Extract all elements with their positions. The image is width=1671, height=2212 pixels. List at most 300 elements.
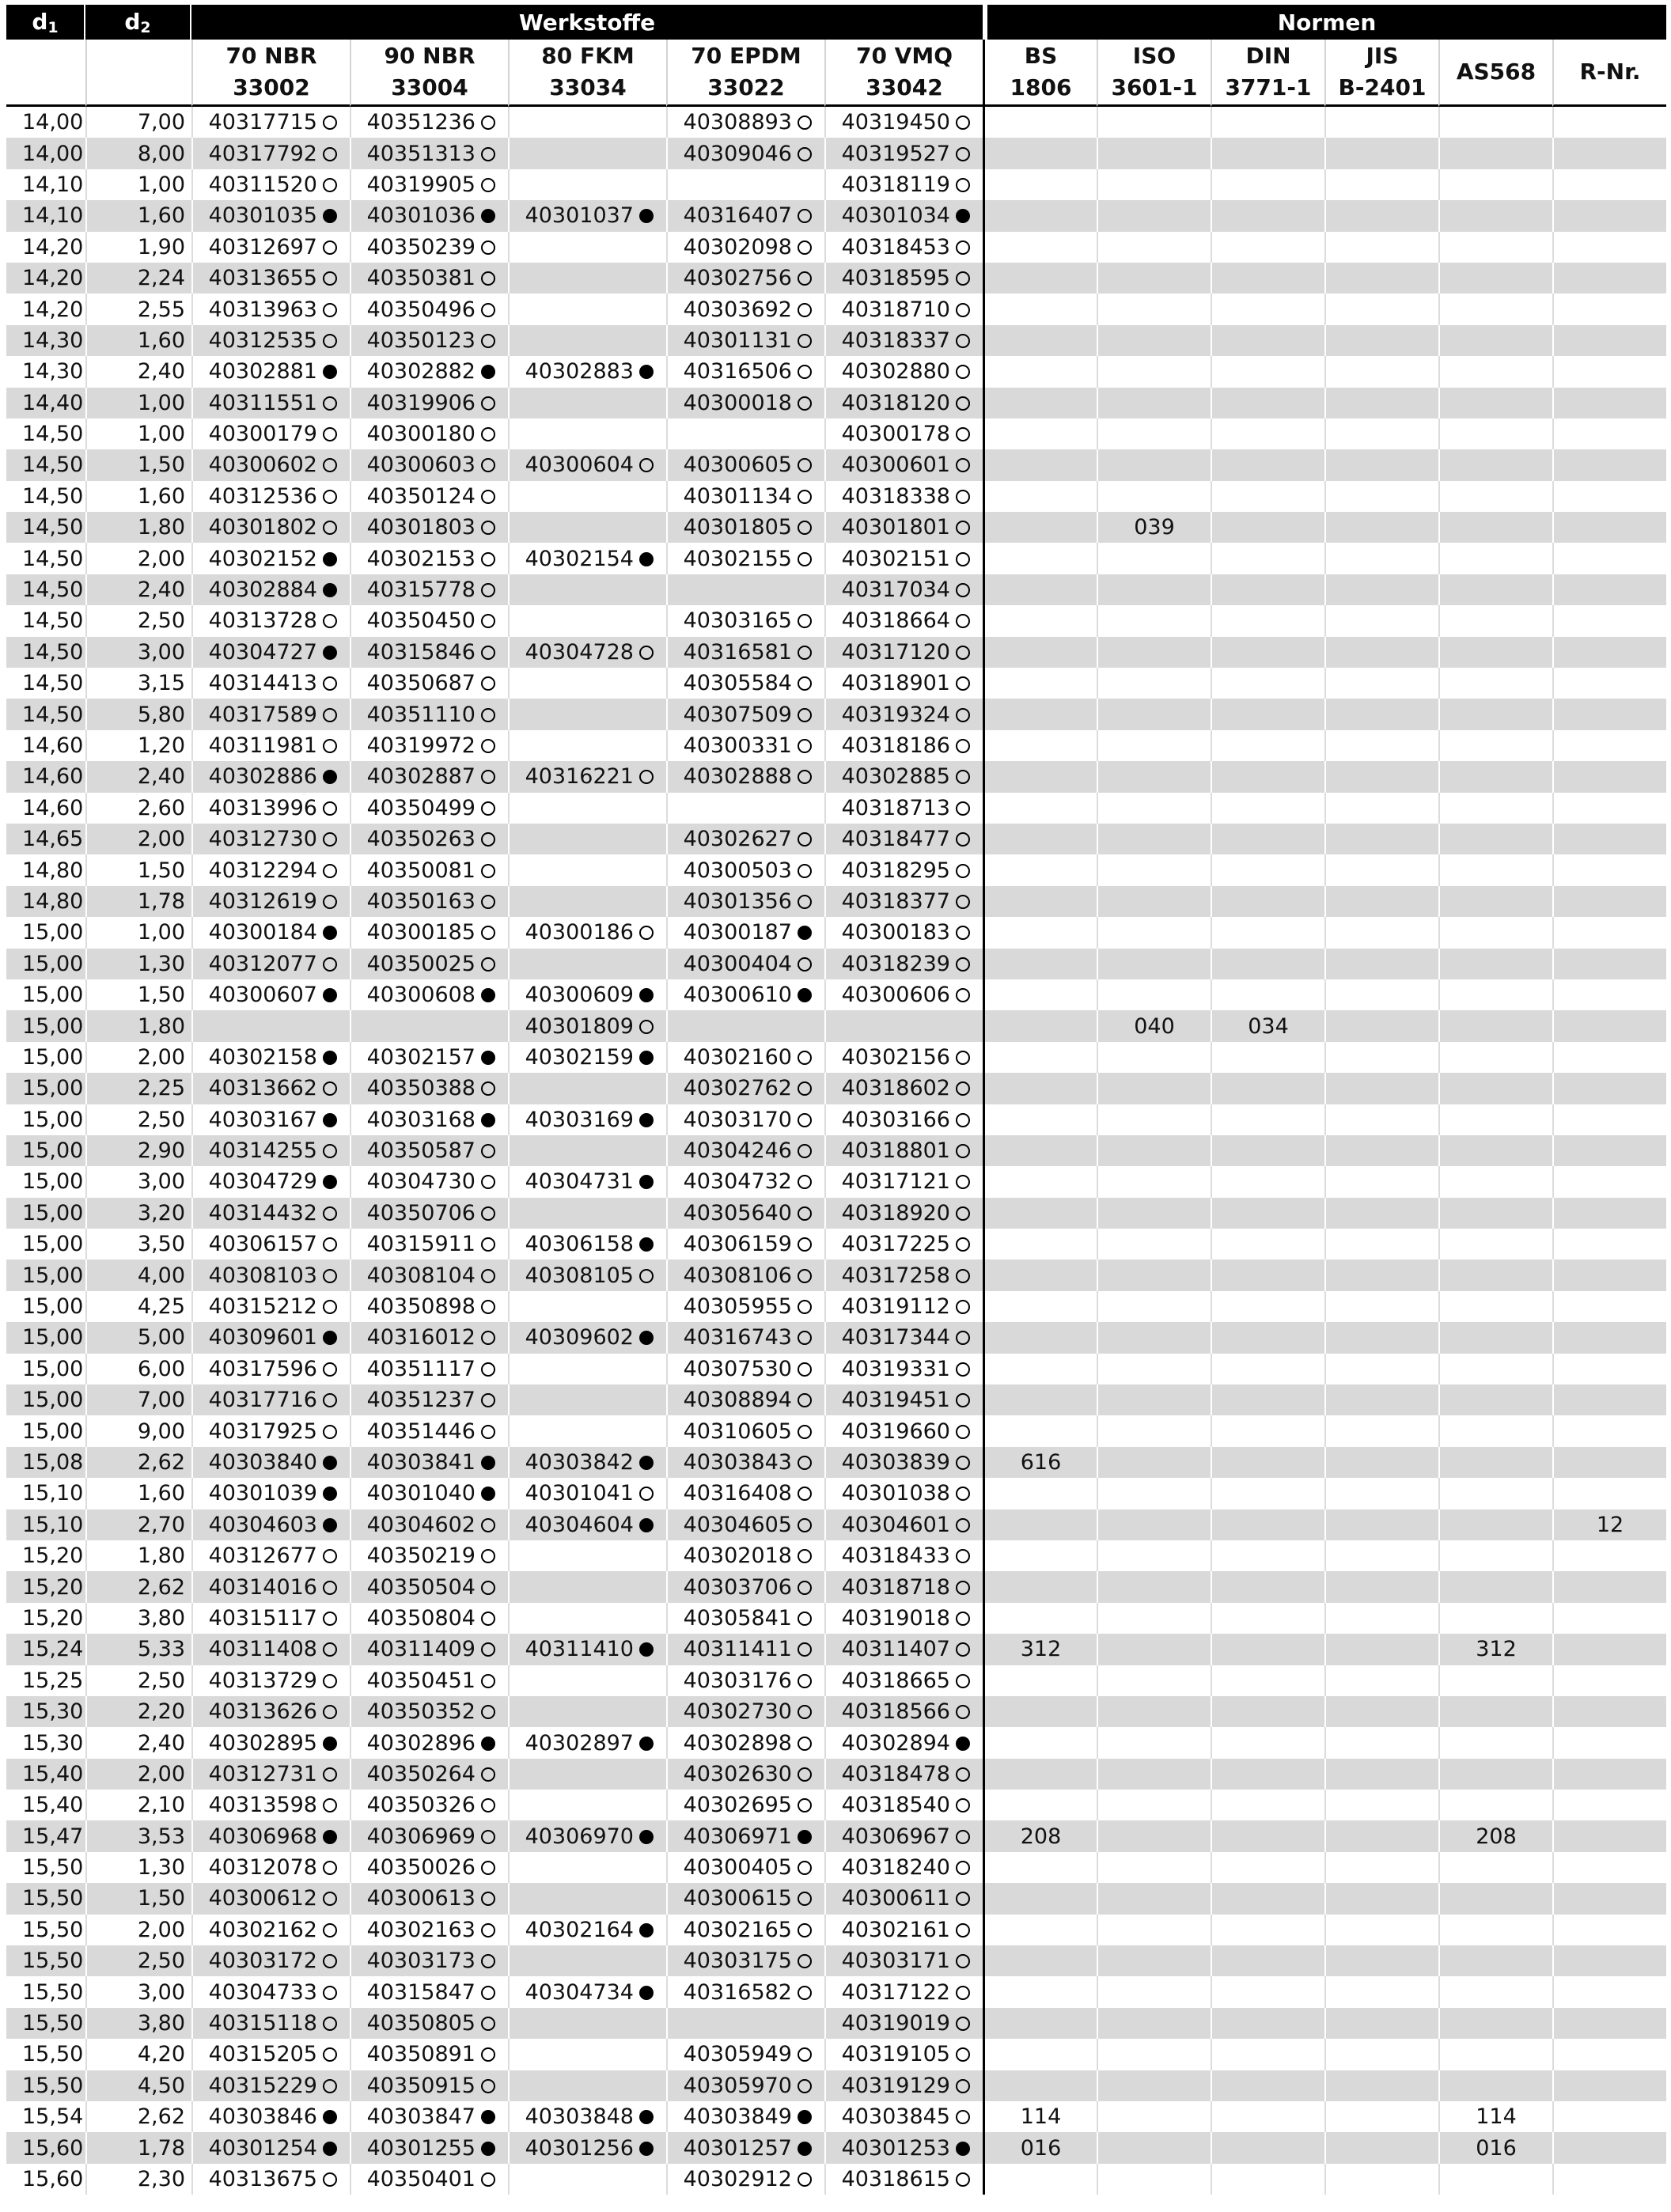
cell-material-0 — [191, 200, 350, 231]
cell-material-2 — [508, 2132, 666, 2163]
filled-circle-icon — [956, 2142, 970, 2156]
cell-d1: 14,50 — [6, 419, 85, 449]
norm-header-0 — [983, 40, 1097, 107]
cell-norm-4 — [1438, 1603, 1552, 1634]
open-circle-icon — [956, 1456, 970, 1470]
table-row — [6, 1509, 1666, 1540]
cell-norm-1 — [1097, 949, 1211, 979]
table-row — [6, 543, 1666, 574]
cell-d1: 14,20 — [6, 232, 85, 263]
open-circle-icon — [956, 2110, 970, 2124]
open-circle-icon — [323, 1549, 337, 1563]
cell-norm-3 — [1324, 1852, 1438, 1883]
open-circle-icon — [481, 1705, 495, 1719]
cell-material-4 — [824, 1447, 983, 1478]
cell-norm-5 — [1552, 263, 1666, 294]
open-circle-icon — [798, 957, 812, 972]
open-circle-icon — [798, 895, 812, 909]
cell-norm-4 — [1438, 1104, 1552, 1135]
cell-material-1 — [350, 1104, 508, 1135]
cell-norm-2 — [1211, 886, 1324, 917]
cell-material-3 — [666, 232, 824, 263]
cell-norm-4 — [1438, 356, 1552, 387]
cell-material-4 — [824, 388, 983, 419]
cell-material-3 — [666, 2039, 824, 2070]
cell-d1: 14,50 — [6, 668, 85, 699]
cell-d1: 14,50 — [6, 512, 85, 543]
cell-norm-4 — [1438, 512, 1552, 543]
article-number: 40316408 — [683, 1481, 792, 1506]
filled-circle-icon — [481, 2142, 495, 2156]
cell-norm-4 — [1438, 107, 1552, 138]
article-number: 40302882 — [366, 359, 476, 384]
cell-material-4 — [824, 699, 983, 729]
open-circle-icon — [956, 864, 970, 878]
article-number: 40311411 — [683, 1637, 792, 1662]
open-circle-icon — [798, 1269, 812, 1283]
filled-circle-icon — [639, 1923, 654, 1937]
open-circle-icon — [798, 1487, 812, 1501]
cell-material-2 — [508, 1104, 666, 1135]
cell-d2: 2,90 — [85, 1135, 191, 1166]
cell-material-4 — [824, 1509, 983, 1540]
cell-norm-0 — [983, 481, 1097, 512]
open-circle-icon — [798, 1331, 812, 1345]
cell-norm-0 — [983, 1540, 1097, 1571]
cell-material-4 — [824, 325, 983, 356]
article-number: 40313963 — [208, 297, 317, 322]
cell-norm-0 — [983, 1354, 1097, 1384]
cell-norm-3 — [1324, 1229, 1438, 1259]
cell-norm-0 — [983, 1571, 1097, 1602]
filled-circle-icon — [639, 1237, 654, 1252]
norm-name: AS568 — [1456, 59, 1536, 85]
open-circle-icon — [481, 832, 495, 847]
cell-norm-2 — [1211, 1915, 1324, 1945]
article-number: 40350499 — [366, 795, 476, 820]
article-number: 40351117 — [366, 1356, 476, 1381]
article-number: 40306159 — [683, 1232, 792, 1257]
cell-norm-4 — [1438, 793, 1552, 824]
cell-norm-5 — [1552, 232, 1666, 263]
cell-norm-0 — [983, 1883, 1097, 1914]
cell-material-0 — [191, 793, 350, 824]
article-number: 40313675 — [208, 2166, 317, 2191]
table-row — [6, 1790, 1666, 1820]
cell-norm-5 — [1552, 1042, 1666, 1073]
article-number: 40350381 — [366, 266, 476, 291]
table-row — [6, 1198, 1666, 1229]
article-number: 40300185 — [366, 920, 476, 945]
cell-material-2 — [508, 2070, 666, 2101]
cell-norm-1 — [1097, 1354, 1211, 1384]
cell-material-0 — [191, 761, 350, 792]
article-number: 40302894 — [841, 1730, 950, 1756]
cell-norm-2 — [1211, 169, 1324, 200]
filled-circle-icon — [481, 1487, 495, 1501]
cell-norm-0 — [983, 824, 1097, 854]
cell-norm-3 — [1324, 1509, 1438, 1540]
table-row — [6, 138, 1666, 169]
cell-material-4 — [824, 1727, 983, 1758]
cell-norm-1 — [1097, 1915, 1211, 1945]
cell-material-4 — [824, 169, 983, 200]
cell-norm-3 — [1324, 419, 1438, 449]
cell-d1: 15,54 — [6, 2101, 85, 2132]
cell-material-2 — [508, 1634, 666, 1665]
cell-norm-0 — [983, 2164, 1097, 2195]
article-number: 40318338 — [841, 483, 950, 509]
cell-d2: 2,50 — [85, 1104, 191, 1135]
cell-norm-5 — [1552, 824, 1666, 854]
cell-d2: 1,80 — [85, 512, 191, 543]
article-number: 40303849 — [683, 2104, 792, 2130]
open-circle-icon — [323, 2047, 337, 2062]
article-number: 40304602 — [366, 1512, 476, 1537]
cell-norm-2 — [1211, 730, 1324, 761]
article-number: 40302898 — [683, 1730, 792, 1756]
cell-material-1 — [350, 1073, 508, 1104]
article-number: 40303841 — [366, 1449, 476, 1475]
filled-circle-icon — [481, 209, 495, 223]
cell-norm-2 — [1211, 1759, 1324, 1790]
cell-d2: 1,60 — [85, 481, 191, 512]
cell-norm-4 — [1438, 854, 1552, 885]
cell-material-0 — [191, 1415, 350, 1446]
cell-material-0 — [191, 1727, 350, 1758]
article-number: 40303842 — [525, 1449, 634, 1475]
cell-material-3 — [666, 200, 824, 231]
cell-norm-5 — [1552, 1322, 1666, 1353]
table-row — [6, 1852, 1666, 1883]
cell-d2: 2,50 — [85, 605, 191, 636]
cell-material-2 — [508, 949, 666, 979]
cell-material-1 — [350, 107, 508, 138]
cell-material-0 — [191, 854, 350, 885]
cell-norm-2 — [1211, 854, 1324, 885]
cell-material-1 — [350, 543, 508, 574]
cell-d1: 14,50 — [6, 574, 85, 605]
article-number: 40318713 — [841, 795, 950, 820]
article-number: 40316012 — [366, 1325, 476, 1350]
open-circle-icon — [798, 365, 812, 379]
material-code: 33042 — [866, 74, 943, 100]
cell-material-0 — [191, 388, 350, 419]
open-circle-icon — [481, 708, 495, 722]
cell-norm-1 — [1097, 543, 1211, 574]
open-circle-icon — [323, 1923, 337, 1937]
cell-norm-3 — [1324, 325, 1438, 356]
cell-norm-0 — [983, 2070, 1097, 2101]
cell-norm-0 — [983, 1104, 1097, 1135]
cell-norm-0 — [983, 637, 1097, 668]
open-circle-icon — [481, 147, 495, 161]
cell-norm-2 — [1211, 481, 1324, 512]
open-circle-icon — [323, 458, 337, 472]
filled-circle-icon — [323, 365, 337, 379]
cell-d1: 15,10 — [6, 1478, 85, 1509]
cell-norm-0 — [983, 1945, 1097, 1976]
cell-norm-5 — [1552, 1883, 1666, 1914]
cell-material-3 — [666, 793, 824, 824]
cell-material-2 — [508, 1291, 666, 1322]
cell-material-3 — [666, 263, 824, 294]
table-row — [6, 1010, 1666, 1041]
cell-material-4 — [824, 2070, 983, 2101]
cell-d2: 2,60 — [85, 793, 191, 824]
cell-norm-1 — [1097, 605, 1211, 636]
cell-d1: 15,50 — [6, 1915, 85, 1945]
article-number: 40302154 — [525, 546, 634, 571]
cell-norm-5 — [1552, 730, 1666, 761]
table-row — [6, 730, 1666, 761]
open-circle-icon — [323, 1642, 337, 1657]
open-circle-icon — [323, 2017, 337, 2031]
open-circle-icon — [956, 801, 970, 816]
cell-norm-1 — [1097, 1415, 1211, 1446]
cell-norm-3 — [1324, 200, 1438, 231]
cell-norm-2 — [1211, 419, 1324, 449]
cell-norm-5 — [1552, 1852, 1666, 1883]
open-circle-icon — [481, 1549, 495, 1563]
cell-material-3 — [666, 1073, 824, 1104]
cell-norm-0 — [983, 107, 1097, 138]
cell-norm-1 — [1097, 730, 1211, 761]
article-number: 40302897 — [525, 1730, 634, 1756]
open-circle-icon — [798, 1642, 812, 1657]
cell-material-2 — [508, 1915, 666, 1945]
article-number: 40318240 — [841, 1855, 950, 1881]
cell-d2: 2,30 — [85, 2164, 191, 2195]
cell-material-1 — [350, 1696, 508, 1727]
cell-d1: 14,50 — [6, 543, 85, 574]
article-number: 40315117 — [208, 1605, 317, 1631]
cell-norm-3 — [1324, 1135, 1438, 1166]
cell-d1: 14,50 — [6, 481, 85, 512]
open-circle-icon — [481, 1393, 495, 1407]
open-circle-icon — [481, 801, 495, 816]
norm-header-1 — [1097, 40, 1211, 107]
cell-norm-1 — [1097, 699, 1211, 729]
cell-material-0 — [191, 1198, 350, 1229]
cell-material-0 — [191, 1603, 350, 1634]
article-number: 40303172 — [208, 1949, 317, 1974]
cell-d2: 2,40 — [85, 761, 191, 792]
cell-d1: 15,00 — [6, 1322, 85, 1353]
cell-material-4 — [824, 1696, 983, 1727]
cell-norm-3 — [1324, 1665, 1438, 1696]
filled-circle-icon — [323, 1175, 337, 1189]
cell-material-3 — [666, 637, 824, 668]
article-number: 40315229 — [208, 2073, 317, 2098]
article-number: 40300187 — [683, 920, 792, 945]
cell-norm-4 — [1438, 605, 1552, 636]
cell-norm-4 — [1438, 1447, 1552, 1478]
cell-norm-2 — [1211, 979, 1324, 1010]
cell-norm-5 — [1552, 1229, 1666, 1259]
cell-material-4 — [824, 1665, 983, 1696]
cell-norm-5 — [1552, 1790, 1666, 1820]
table-row — [6, 1478, 1666, 1509]
cell-norm-2 — [1211, 1104, 1324, 1135]
table-row — [6, 1104, 1666, 1135]
cell-material-2 — [508, 1073, 666, 1104]
cell-d2: 1,50 — [85, 979, 191, 1010]
cell-norm-3 — [1324, 668, 1438, 699]
cell-norm-0 — [983, 1478, 1097, 1509]
material-name: 70 VMQ — [855, 43, 953, 69]
norm-header-2 — [1211, 40, 1324, 107]
cell-norm-4 — [1438, 419, 1552, 449]
article-number: 40300601 — [841, 453, 950, 478]
article-number: 40304734 — [525, 1979, 634, 2005]
open-circle-icon — [639, 1487, 654, 1501]
cell-norm-5 — [1552, 1447, 1666, 1478]
cell-norm-1 — [1097, 574, 1211, 605]
cell-material-2 — [508, 294, 666, 324]
cell-d1: 15,00 — [6, 1042, 85, 1073]
cell-material-3 — [666, 1665, 824, 1696]
cell-d2: 1,78 — [85, 886, 191, 917]
cell-norm-1 — [1097, 1820, 1211, 1851]
cell-material-3 — [666, 917, 824, 948]
cell-material-3 — [666, 1104, 824, 1135]
article-number: 40316221 — [525, 764, 634, 790]
cell-material-0 — [191, 886, 350, 917]
article-number: 40317258 — [841, 1263, 950, 1288]
article-number: 40302896 — [366, 1730, 476, 1756]
cell-material-2 — [508, 730, 666, 761]
cell-material-1 — [350, 1354, 508, 1384]
table-row — [6, 232, 1666, 263]
cell-d1: 14,30 — [6, 325, 85, 356]
cell-norm-1: 040 — [1097, 1010, 1211, 1041]
open-circle-icon — [481, 396, 495, 411]
open-circle-icon — [323, 521, 337, 535]
filled-circle-icon — [639, 1113, 654, 1127]
article-number: 40318239 — [841, 951, 950, 976]
cell-norm-4 — [1438, 232, 1552, 263]
open-circle-icon — [481, 303, 495, 317]
cell-d1: 15,25 — [6, 1665, 85, 1696]
cell-material-1 — [350, 1415, 508, 1446]
article-number: 40319450 — [841, 110, 950, 135]
filled-circle-icon — [956, 209, 970, 223]
article-number: 40315212 — [208, 1294, 317, 1320]
cell-norm-3 — [1324, 1820, 1438, 1851]
cell-norm-5 — [1552, 1478, 1666, 1509]
cell-material-0 — [191, 419, 350, 449]
article-number: 40318295 — [841, 858, 950, 883]
open-circle-icon — [323, 739, 337, 753]
open-circle-icon — [798, 1362, 812, 1377]
article-number: 40318602 — [841, 1076, 950, 1101]
open-circle-icon — [956, 957, 970, 972]
filled-circle-icon — [798, 926, 812, 940]
cell-d2: 3,80 — [85, 1603, 191, 1634]
article-number: 40306967 — [841, 1824, 950, 1849]
table-row — [6, 263, 1666, 294]
cell-norm-4 — [1438, 730, 1552, 761]
article-number: 40318920 — [841, 1200, 950, 1225]
cell-material-1 — [350, 263, 508, 294]
cell-d2: 1,60 — [85, 200, 191, 231]
cell-material-1 — [350, 917, 508, 948]
article-number: 40308894 — [683, 1388, 792, 1413]
cell-norm-1 — [1097, 294, 1211, 324]
cell-d1: 14,30 — [6, 356, 85, 387]
open-circle-icon — [481, 334, 495, 348]
table-row — [6, 1603, 1666, 1634]
cell-norm-1 — [1097, 169, 1211, 200]
article-number: 40318801 — [841, 1138, 950, 1164]
cell-material-3 — [666, 1852, 824, 1883]
table-row — [6, 1759, 1666, 1790]
cell-material-1 — [350, 138, 508, 169]
cell-material-3 — [666, 824, 824, 854]
open-circle-icon — [481, 1798, 495, 1812]
sub-header-blank-d1 — [6, 40, 85, 107]
cell-material-1 — [350, 949, 508, 979]
open-circle-icon — [481, 552, 495, 566]
cell-norm-2 — [1211, 1198, 1324, 1229]
open-circle-icon — [481, 1861, 495, 1875]
open-circle-icon — [323, 1425, 337, 1439]
filled-circle-icon — [639, 552, 654, 566]
cell-norm-4 — [1438, 1135, 1552, 1166]
article-number: 40314413 — [208, 671, 317, 696]
cell-material-4 — [824, 2164, 983, 2195]
cell-d1: 14,80 — [6, 854, 85, 885]
article-number: 40304732 — [683, 1169, 792, 1195]
article-number: 40302762 — [683, 1076, 792, 1101]
cell-material-2 — [508, 574, 666, 605]
filled-circle-icon — [481, 1051, 495, 1065]
article-number: 40303847 — [366, 2104, 476, 2130]
cell-material-4 — [824, 605, 983, 636]
cell-norm-0 — [983, 1229, 1097, 1259]
cell-d2: 1,80 — [85, 1540, 191, 1571]
cell-material-4 — [824, 1852, 983, 1883]
open-circle-icon — [798, 116, 812, 130]
cell-norm-3 — [1324, 263, 1438, 294]
article-number: 40350891 — [366, 2042, 476, 2067]
cell-material-1 — [350, 232, 508, 263]
article-number: 40304728 — [525, 639, 634, 665]
cell-norm-2 — [1211, 668, 1324, 699]
cell-material-1 — [350, 1509, 508, 1540]
open-circle-icon — [798, 1861, 812, 1875]
cell-material-2 — [508, 2008, 666, 2039]
cell-material-2 — [508, 232, 666, 263]
cell-norm-5 — [1552, 699, 1666, 729]
cell-material-1 — [350, 730, 508, 761]
norm-name: BS — [1024, 43, 1058, 69]
open-circle-icon — [956, 1798, 970, 1812]
cell-material-4 — [824, 1603, 983, 1634]
material-name: 90 NBR — [384, 43, 476, 69]
table-row — [6, 325, 1666, 356]
cell-norm-2: 034 — [1211, 1010, 1324, 1041]
cell-norm-4 — [1438, 1945, 1552, 1976]
article-number: 40302887 — [366, 764, 476, 790]
cell-material-4 — [824, 1415, 983, 1446]
cell-material-0 — [191, 138, 350, 169]
cell-norm-0 — [983, 1010, 1097, 1041]
cell-norm-0 — [983, 138, 1097, 169]
cell-material-4 — [824, 1820, 983, 1851]
article-number: 40300615 — [683, 1886, 792, 1911]
